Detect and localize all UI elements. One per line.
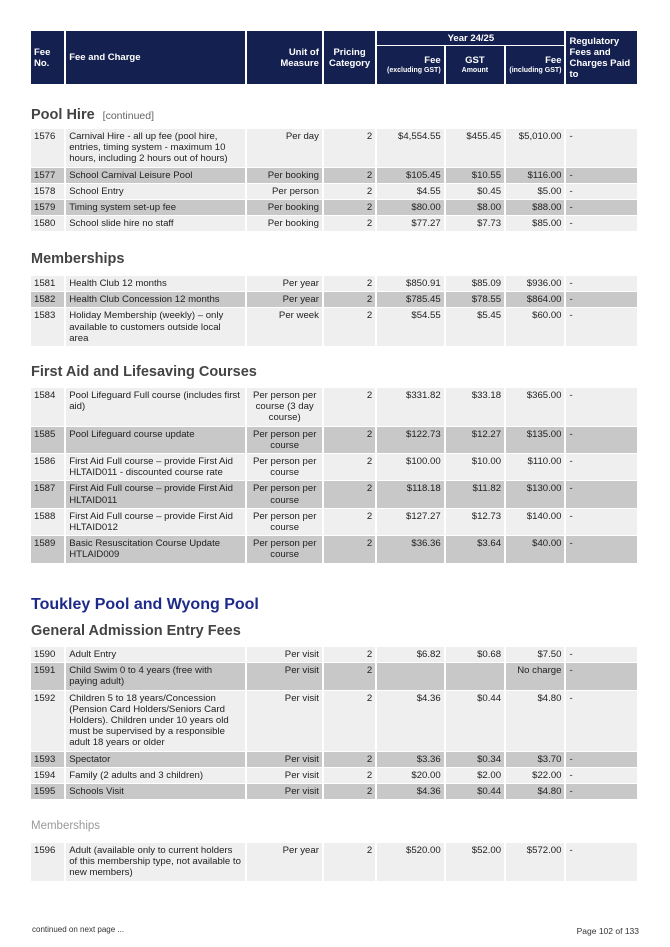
- first-aid-table-block: [31, 388, 639, 564]
- section-memberships2-title: [31, 820, 639, 832]
- fee-excl-cell: $36.36: [377, 536, 443, 563]
- fee-excl-cell: [377, 663, 443, 690]
- table-row: [31, 276, 637, 292]
- fee-excl-cell: $54.55: [377, 308, 443, 347]
- category-cell: 2: [324, 292, 375, 308]
- fee-no-cell: 1584: [31, 388, 64, 427]
- gst-cell: $0.68: [446, 647, 504, 663]
- fee-no-cell: 1587: [31, 481, 64, 508]
- section-general-admission-title: [31, 623, 639, 639]
- fee-excl-cell: $331.82: [377, 388, 443, 427]
- regulatory-cell: -: [566, 509, 637, 536]
- fee-excl-cell: $850.91: [377, 276, 443, 292]
- fee-incl-cell: $135.00: [506, 427, 564, 454]
- regulatory-cell: -: [566, 691, 637, 752]
- category-cell: 2: [324, 427, 375, 454]
- regulatory-cell: -: [566, 454, 637, 481]
- table-row: [31, 308, 637, 347]
- fee-incl-cell: $22.00: [506, 768, 564, 784]
- fee-excl-cell: $4.36: [377, 691, 443, 752]
- unit-cell: Per person per course (3 day course): [247, 388, 322, 427]
- fee-name-cell: First Aid Full course – provide First Aid HLTAID011: [66, 481, 245, 508]
- fee-name-cell: Spectator: [66, 752, 245, 768]
- fee-name-cell: Adult (available only to current holders of this membership type, not available to new members): [66, 843, 245, 882]
- category-cell: 2: [324, 308, 375, 347]
- regulatory-cell: -: [566, 427, 637, 454]
- fee-incl-cell: $5.00: [506, 184, 564, 200]
- gst-cell: $11.82: [446, 481, 504, 508]
- table-row: [31, 843, 637, 882]
- regulatory-cell: -: [566, 843, 637, 882]
- section-toukley-title: [31, 596, 639, 614]
- col-fee-excl-sub: (excluding GST): [387, 66, 441, 74]
- regulatory-cell: -: [566, 168, 637, 184]
- fee-excl-cell: $127.27: [377, 509, 443, 536]
- fee-no-cell: 1579: [31, 200, 64, 216]
- section-title: Memberships: [31, 251, 125, 267]
- fee-name-cell: Adult Entry: [66, 647, 245, 663]
- gst-cell: $10.55: [446, 168, 504, 184]
- fee-incl-cell: $4.80: [506, 691, 564, 752]
- unit-cell: Per booking: [247, 216, 322, 232]
- general-admission-table-block: [31, 647, 639, 800]
- table-row: [31, 536, 637, 563]
- fee-incl-cell: $60.00: [506, 308, 564, 347]
- table-row: [31, 691, 637, 752]
- unit-cell: Per visit: [247, 663, 322, 690]
- fee-excl-cell: $6.82: [377, 647, 443, 663]
- unit-cell: Per booking: [247, 200, 322, 216]
- section-pool-hire-title: [31, 107, 639, 123]
- fee-incl-cell: $40.00: [506, 536, 564, 563]
- table-header-block: [31, 31, 639, 84]
- fee-excl-cell: $118.18: [377, 481, 443, 508]
- pool-hire-table: [29, 129, 639, 232]
- fee-name-cell: Health Club Concession 12 months: [66, 292, 245, 308]
- table-row: [31, 388, 637, 427]
- fee-excl-cell: $77.27: [377, 216, 443, 232]
- fee-name-cell: Health Club 12 months: [66, 276, 245, 292]
- gst-cell: $455.45: [446, 129, 504, 168]
- fee-no-cell: 1580: [31, 216, 64, 232]
- gst-cell: $52.00: [446, 843, 504, 882]
- fee-name-cell: Schools Visit: [66, 784, 245, 800]
- category-cell: 2: [324, 752, 375, 768]
- table-row: [31, 784, 637, 800]
- fee-incl-cell: $88.00: [506, 200, 564, 216]
- unit-cell: Per booking: [247, 168, 322, 184]
- regulatory-cell: -: [566, 200, 637, 216]
- table-row: [31, 481, 637, 508]
- table-row: [31, 200, 637, 216]
- table-header: [29, 31, 639, 84]
- col-fee-incl: Fee (including GST): [506, 46, 564, 84]
- fee-name-cell: School Carnival Leisure Pool: [66, 168, 245, 184]
- col-regulatory: Regulatory Fees and Charges Paid to: [566, 31, 637, 84]
- unit-cell: Per person: [247, 184, 322, 200]
- gst-cell: $12.73: [446, 509, 504, 536]
- regulatory-cell: -: [566, 768, 637, 784]
- fee-excl-cell: $520.00: [377, 843, 443, 882]
- fee-excl-cell: $100.00: [377, 454, 443, 481]
- category-cell: 2: [324, 509, 375, 536]
- category-cell: 2: [324, 129, 375, 168]
- regulatory-cell: -: [566, 292, 637, 308]
- unit-cell: Per year: [247, 292, 322, 308]
- fee-incl-cell: $110.00: [506, 454, 564, 481]
- fee-no-cell: 1586: [31, 454, 64, 481]
- fee-incl-cell: $572.00: [506, 843, 564, 882]
- unit-cell: Per visit: [247, 691, 322, 752]
- fee-name-cell: Timing system set-up fee: [66, 200, 245, 216]
- section-title: Pool Hire: [31, 107, 95, 123]
- section-title: General Admission Entry Fees: [31, 623, 241, 639]
- fee-no-cell: 1581: [31, 276, 64, 292]
- fee-excl-cell: $785.45: [377, 292, 443, 308]
- fee-incl-cell: $4.80: [506, 784, 564, 800]
- fee-name-cell: First Aid Full course – provide First Aid HLTAID012: [66, 509, 245, 536]
- unit-cell: Per person per course: [247, 427, 322, 454]
- section-title: Toukley Pool and Wyong Pool: [31, 596, 259, 613]
- gst-cell: $0.44: [446, 784, 504, 800]
- category-cell: 2: [324, 536, 375, 563]
- fee-no-cell: 1596: [31, 843, 64, 882]
- gst-cell: $0.44: [446, 691, 504, 752]
- fee-name-cell: First Aid Full course – provide First Aid HLTAID011 - discounted course rate: [66, 454, 245, 481]
- fee-incl-cell: $3.70: [506, 752, 564, 768]
- unit-cell: Per visit: [247, 768, 322, 784]
- category-cell: 2: [324, 184, 375, 200]
- unit-cell: Per visit: [247, 784, 322, 800]
- unit-cell: Per year: [247, 843, 322, 882]
- table-row: [31, 292, 637, 308]
- regulatory-cell: -: [566, 388, 637, 427]
- gst-cell: $5.45: [446, 308, 504, 347]
- col-gst: GST Amount: [446, 46, 504, 84]
- table-row: [31, 647, 637, 663]
- fee-no-cell: 1578: [31, 184, 64, 200]
- unit-cell: Per visit: [247, 752, 322, 768]
- col-gst-sub: Amount: [461, 66, 489, 74]
- category-cell: 2: [324, 481, 375, 508]
- col-fee-no: Fee No.: [31, 31, 64, 84]
- category-cell: 2: [324, 843, 375, 882]
- fee-name-cell: Child Swim 0 to 4 years (free with paying adult): [66, 663, 245, 690]
- memberships-table: [29, 276, 639, 347]
- fee-incl-cell: $130.00: [506, 481, 564, 508]
- section-title: First Aid and Lifesaving Courses: [31, 364, 257, 380]
- fee-no-cell: 1577: [31, 168, 64, 184]
- table-row: [31, 184, 637, 200]
- col-fee-incl-sub: (including GST): [509, 66, 562, 74]
- fee-no-cell: 1583: [31, 308, 64, 347]
- fee-no-cell: 1576: [31, 129, 64, 168]
- fee-excl-cell: $4.55: [377, 184, 443, 200]
- category-cell: 2: [324, 691, 375, 752]
- fee-incl-cell: No charge: [506, 663, 564, 690]
- table-row: [31, 129, 637, 168]
- general-admission-table: [29, 647, 639, 800]
- gst-cell: [446, 663, 504, 690]
- category-cell: 2: [324, 784, 375, 800]
- fee-excl-cell: $80.00: [377, 200, 443, 216]
- fee-no-cell: 1588: [31, 509, 64, 536]
- footer-page-number: Page 102 of 133: [576, 926, 639, 936]
- col-year: Year 24/25: [377, 31, 564, 46]
- continued-label: [continued]: [102, 110, 155, 122]
- fee-incl-cell: $365.00: [506, 388, 564, 427]
- fee-name-cell: Holiday Membership (weekly) – only available to customers outside local area: [66, 308, 245, 347]
- memberships2-table: [29, 843, 639, 882]
- gst-cell: $0.34: [446, 752, 504, 768]
- unit-cell: Per week: [247, 308, 322, 347]
- fee-name-cell: Carnival Hire - all up fee (pool hire, entries, timing system - maximum 10 hours, including 2 hours out of hours): [66, 129, 245, 168]
- regulatory-cell: -: [566, 663, 637, 690]
- col-fee-excl: Fee (excluding GST): [377, 46, 443, 84]
- category-cell: 2: [324, 200, 375, 216]
- gst-cell: $3.64: [446, 536, 504, 563]
- pool-hire-table-block: [31, 129, 639, 232]
- unit-cell: Per visit: [247, 647, 322, 663]
- table-row: [31, 509, 637, 536]
- regulatory-cell: -: [566, 308, 637, 347]
- table-row: [31, 168, 637, 184]
- table-row: [31, 454, 637, 481]
- fee-name-cell: Children 5 to 18 years/Concession (Pension Card Holders/Seniors Card Holders). Children under 10 years old must be supervised by a responsible adult 18 years or older: [66, 691, 245, 752]
- section-memberships-title: [31, 251, 639, 267]
- regulatory-cell: -: [566, 276, 637, 292]
- gst-cell: $33.18: [446, 388, 504, 427]
- fee-excl-cell: $105.45: [377, 168, 443, 184]
- fee-incl-cell: $5,010.00: [506, 129, 564, 168]
- fee-excl-cell: $4.36: [377, 784, 443, 800]
- category-cell: 2: [324, 454, 375, 481]
- regulatory-cell: -: [566, 752, 637, 768]
- col-fee-and-charge: Fee and Charge: [66, 31, 245, 84]
- category-cell: 2: [324, 647, 375, 663]
- gst-cell: $78.55: [446, 292, 504, 308]
- table-row: [31, 663, 637, 690]
- footer-continued: continued on next page ...: [32, 925, 125, 934]
- first-aid-table: [29, 388, 639, 564]
- table-row: [31, 216, 637, 232]
- gst-cell: $2.00: [446, 768, 504, 784]
- fee-no-cell: 1591: [31, 663, 64, 690]
- fee-no-cell: 1590: [31, 647, 64, 663]
- fee-incl-cell: $936.00: [506, 276, 564, 292]
- fee-excl-cell: $4,554.55: [377, 129, 443, 168]
- table-row: [31, 752, 637, 768]
- fee-incl-cell: $140.00: [506, 509, 564, 536]
- category-cell: 2: [324, 168, 375, 184]
- col-pricing-category: Pricing Category: [324, 31, 375, 84]
- fee-no-cell: 1595: [31, 784, 64, 800]
- table-row: [31, 768, 637, 784]
- fee-incl-cell: $85.00: [506, 216, 564, 232]
- regulatory-cell: -: [566, 647, 637, 663]
- unit-cell: Per person per course: [247, 454, 322, 481]
- unit-cell: Per person per course: [247, 536, 322, 563]
- fee-no-cell: 1589: [31, 536, 64, 563]
- gst-cell: $7.73: [446, 216, 504, 232]
- unit-cell: Per day: [247, 129, 322, 168]
- col-unit-of-measure: Unit of Measure: [247, 31, 321, 84]
- fee-excl-cell: $122.73: [377, 427, 443, 454]
- fee-excl-cell: $20.00: [377, 768, 443, 784]
- gst-cell: $12.27: [446, 427, 504, 454]
- category-cell: 2: [324, 216, 375, 232]
- category-cell: 2: [324, 388, 375, 427]
- gst-cell: $8.00: [446, 200, 504, 216]
- category-cell: 2: [324, 276, 375, 292]
- fee-incl-cell: $7.50: [506, 647, 564, 663]
- fee-name-cell: Pool Lifeguard course update: [66, 427, 245, 454]
- regulatory-cell: -: [566, 184, 637, 200]
- gst-cell: $10.00: [446, 454, 504, 481]
- fee-excl-cell: $3.36: [377, 752, 443, 768]
- memberships2-table-block: [31, 843, 639, 882]
- fee-name-cell: Basic Resuscitation Course Update HTLAID009: [66, 536, 245, 563]
- fee-incl-cell: $116.00: [506, 168, 564, 184]
- table-row: [31, 427, 637, 454]
- category-cell: 2: [324, 663, 375, 690]
- fee-incl-cell: $864.00: [506, 292, 564, 308]
- fee-no-cell: 1594: [31, 768, 64, 784]
- memberships-table-block: [31, 276, 639, 347]
- gst-cell: $0.45: [446, 184, 504, 200]
- regulatory-cell: -: [566, 481, 637, 508]
- unit-cell: Per person per course: [247, 509, 322, 536]
- fee-name-cell: School slide hire no staff: [66, 216, 245, 232]
- unit-cell: Per year: [247, 276, 322, 292]
- regulatory-cell: -: [566, 216, 637, 232]
- fee-name-cell: School Entry: [66, 184, 245, 200]
- section-first-aid-title: [31, 364, 639, 380]
- section-title: Memberships: [31, 820, 101, 832]
- fee-name-cell: Family (2 adults and 3 children): [66, 768, 245, 784]
- unit-cell: Per person per course: [247, 481, 322, 508]
- gst-cell: $85.09: [446, 276, 504, 292]
- fee-no-cell: 1585: [31, 427, 64, 454]
- fee-no-cell: 1582: [31, 292, 64, 308]
- regulatory-cell: -: [566, 129, 637, 168]
- regulatory-cell: -: [566, 536, 637, 563]
- regulatory-cell: -: [566, 784, 637, 800]
- category-cell: 2: [324, 768, 375, 784]
- fee-no-cell: 1592: [31, 691, 64, 752]
- fee-name-cell: Pool Lifeguard Full course (includes first aid): [66, 388, 245, 427]
- fee-no-cell: 1593: [31, 752, 64, 768]
